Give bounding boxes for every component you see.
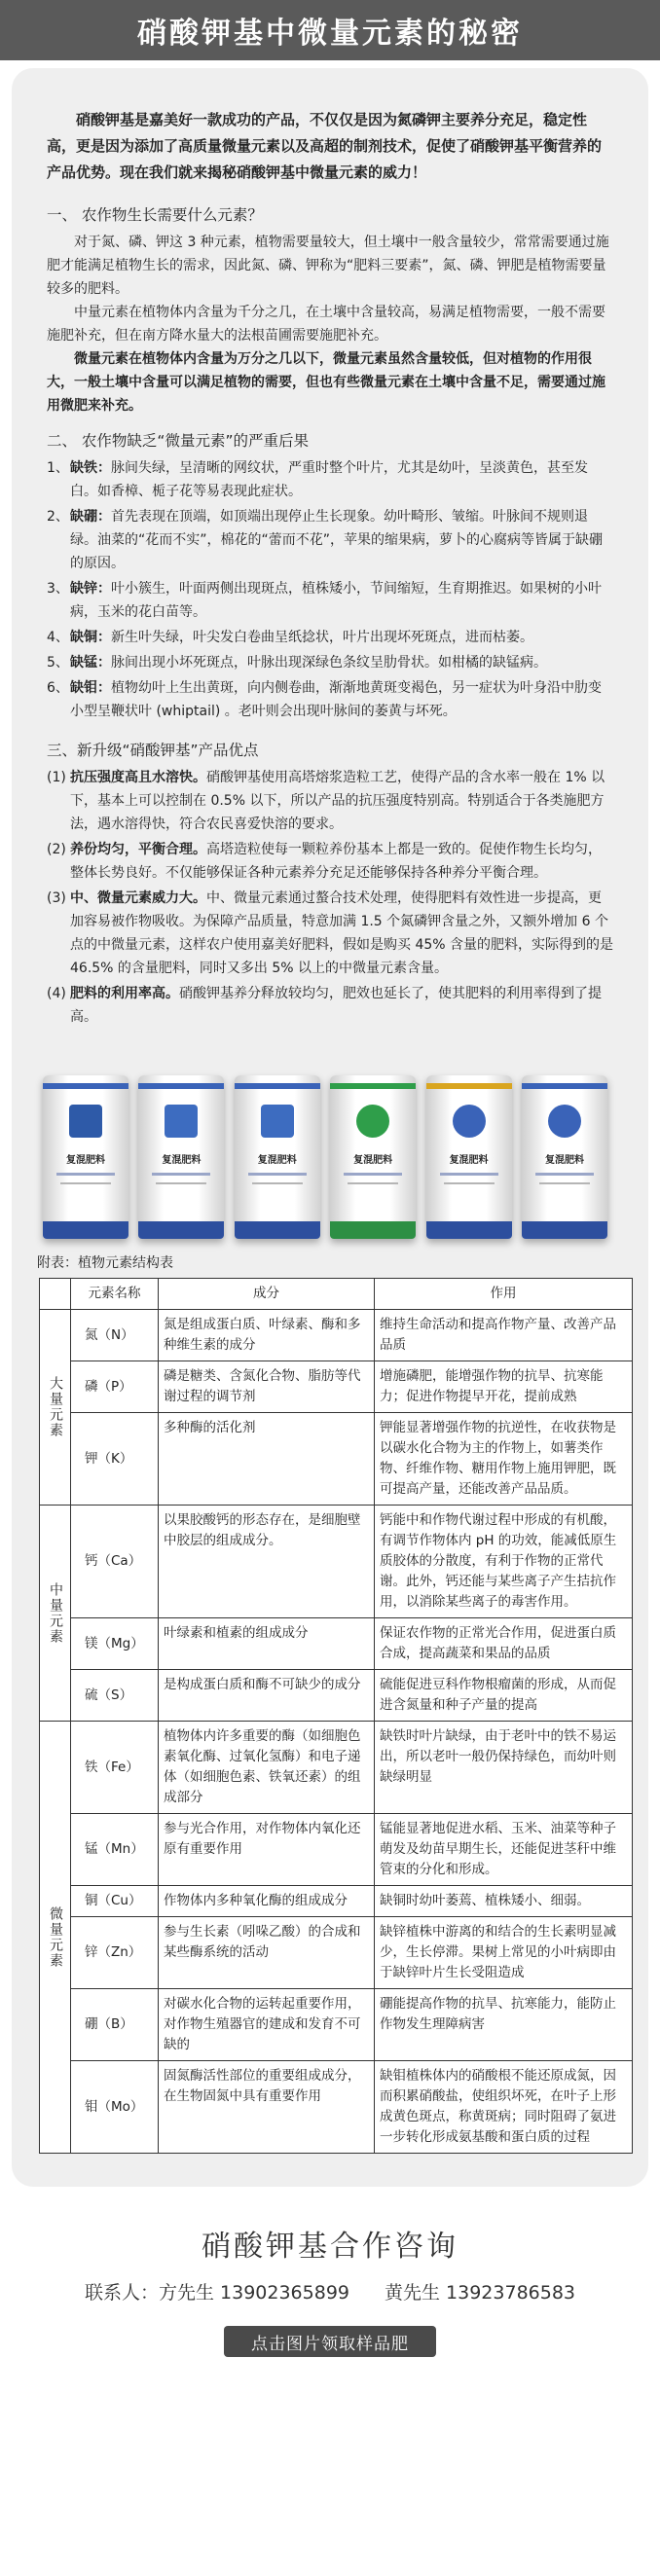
item-body xyxy=(70,982,613,1029)
section-heading: 二、 农作物缺乏“微量元素”的严重后果 xyxy=(47,432,309,450)
table-row xyxy=(40,1413,633,1506)
element-group-major: 大量元素 xyxy=(40,1310,71,1506)
bag-stripe xyxy=(138,1083,224,1089)
table-header-row xyxy=(40,1279,633,1310)
bag-text-line xyxy=(444,1182,495,1184)
item-text: 高塔造粒使每一颗粒养份基本上都是一致的。促使作物生长均匀，整体长势良好。不仅能够保证各种元素养分充足还能够保持各种养分平衡合理。 xyxy=(70,842,602,881)
item-body xyxy=(70,505,613,575)
content-panel xyxy=(12,68,648,2187)
item-number: (3) xyxy=(47,890,66,906)
item-lead: 肥料的利用率高。 xyxy=(70,986,179,1001)
product-bag-image[interactable] xyxy=(522,1075,607,1239)
bag-footer-band xyxy=(426,1221,512,1239)
header-group xyxy=(40,1279,71,1310)
bag-text-line xyxy=(535,1173,594,1176)
bag-footer-band xyxy=(43,1221,128,1239)
paragraph-medium-elements: 中量元素在植物体内含量为千分之几，在土壤中含量较高，易满足植物需要，一般不需要施肥补充，但在南方降水量大的法根苗圃需要施肥补充。 xyxy=(47,305,605,344)
item-number: 4、 xyxy=(47,630,69,645)
advantage-list xyxy=(47,766,613,1029)
header-function: 作用 xyxy=(375,1279,633,1310)
element-composition: 多种酶的活化剂 xyxy=(159,1413,375,1506)
intro-paragraph: 硝酸钾基是嘉美好一款成功的产品，不仅仅是因为氮磷钾主要养分充足，稳定性高，更是因为添加了高质量微量元素以及高超的制剂技术，促使了硝酸钾基平衡营养的产品优势。现在我们就来揭秘硝酸钾基中微量元素的威力！ xyxy=(47,111,603,181)
page-title: 硝酸钾基中微量元素的秘密 xyxy=(137,17,523,51)
element-name: 磷（P） xyxy=(71,1361,159,1413)
item-lead: 缺锌： xyxy=(70,581,111,597)
advantage-item xyxy=(47,887,613,980)
contact-1: 联系人：方先生 13902365899 xyxy=(84,2282,349,2304)
item-number: 6、 xyxy=(47,680,69,696)
element-composition: 氮是组成蛋白质、叶绿素、酶和多种维生素的成分 xyxy=(159,1310,375,1361)
section-heading: 一、 农作物生长需要什么元素？ xyxy=(47,206,263,224)
element-function: 保证农作物的正常光合作用，促进蛋白质合成，提高蔬菜和果品的品质 xyxy=(375,1618,633,1670)
element-name: 锌（Zn） xyxy=(71,1917,159,1989)
element-composition: 磷是糖类、含氮化合物、脂肪等代谢过程的调节剂 xyxy=(159,1361,375,1413)
element-composition: 参与生长素（吲哚乙酸）的合成和某些酶系统的活动 xyxy=(159,1917,375,1989)
section-element-needs xyxy=(47,203,613,417)
bag-text-line xyxy=(156,1182,206,1184)
element-function: 增施磷肥，能增强作物的抗旱、抗寒能力；促进作物提早开花，提前成熟 xyxy=(375,1361,633,1413)
item-lead: 抗压强度高且水溶快。 xyxy=(70,770,206,785)
element-table xyxy=(39,1278,633,2154)
item-lead: 缺硼： xyxy=(70,509,111,525)
bag-product-name: 复混肥料 xyxy=(544,1155,584,1166)
bag-footer-band xyxy=(235,1221,320,1239)
product-image-row[interactable] xyxy=(37,1054,613,1239)
item-lead: 缺锰： xyxy=(70,655,111,671)
brand-logo-icon xyxy=(69,1105,102,1138)
item-lead: 缺铁： xyxy=(70,460,111,476)
item-lead: 缺钼： xyxy=(70,680,111,696)
item-number: 1、 xyxy=(47,460,69,476)
bag-text-line xyxy=(252,1182,303,1184)
item-text: 中、微量元素通过螯合技术处理，使得肥料有效性进一步提高，更加容易被作物吸收。为保障产品质量，特意加满 1.5 个氮磷钾含量之外，又额外增加 6 个点的中微量元素，这样农户使用嘉美好肥料，假如是购买 45% 含量的肥料，实际得到的是 46.5% 的含量肥料，同时又多出 5% 以上的中微量元素含量。 xyxy=(70,890,614,976)
element-function: 缺铜时幼叶萎蔫、植株矮小、细弱。 xyxy=(375,1886,633,1917)
paragraph-micro-elements: 微量元素在植物体内含量为万分之几以下，微量元素虽然含量较低，但对植物的作用很大，一般土壤中含量可以满足植物的需要，但也有些微量元素在土壤中含量不足，需要通过施用微肥来补充。 xyxy=(47,351,605,414)
item-lead: 缺铜： xyxy=(70,630,111,645)
bag-footer-band xyxy=(522,1221,607,1239)
element-function: 锰能显著地促进水稻、玉米、油菜等种子萌发及幼苗早期生长，还能促进茎秆中维管束的分化和形成。 xyxy=(375,1814,633,1886)
bag-text-line xyxy=(56,1173,115,1176)
bag-footer-band xyxy=(330,1221,416,1239)
bag-stripe xyxy=(426,1083,512,1089)
sample-request-button[interactable]: 点击图片领取样品肥 xyxy=(224,2326,436,2357)
bag-text-line xyxy=(344,1173,402,1176)
product-bag-image[interactable] xyxy=(43,1075,128,1239)
element-function: 硫能促进豆科作物根瘤菌的形成，从而促进含氮量和种子产量的提高 xyxy=(375,1670,633,1722)
bag-product-name: 复混肥料 xyxy=(257,1155,297,1166)
table-row xyxy=(40,1722,633,1814)
item-text: 植物幼叶上生出黄斑，向内侧卷曲，渐渐地黄斑变褐色，另一症状为叶身沿中肋变小型呈鞭状叶 (whiptail) 。老叶则会出现叶脉间的萎黄与坏死。 xyxy=(70,680,602,719)
element-function: 缺钼植株体内的硝酸根不能还原成氮，因而积累硝酸盐，使组织坏死，在叶子上形成黄色斑点，称黄斑病；同时阻碍了氨进一步转化形成氨基酸和蛋白质的过程 xyxy=(375,2061,633,2154)
bag-text-line xyxy=(539,1182,590,1184)
footer-title: 硝酸钾基合作咨询 xyxy=(202,2230,458,2264)
deficiency-item xyxy=(47,456,613,503)
element-name: 氮（N） xyxy=(71,1310,159,1361)
deficiency-item xyxy=(47,505,613,575)
table-row xyxy=(40,1670,633,1722)
item-number: (1) xyxy=(47,770,66,785)
brand-logo-icon xyxy=(356,1105,389,1138)
item-lead: 中、微量元素威力大。 xyxy=(70,890,206,906)
element-function: 维持生命活动和提高作物产量、改善产品品质 xyxy=(375,1310,633,1361)
element-name: 镁（Mg） xyxy=(71,1618,159,1670)
item-text: 叶小簇生，叶面两侧出现斑点，植株矮小，节间缩短，生育期推迟。如果树的小叶病，玉米的花白苗等。 xyxy=(70,581,602,620)
bag-product-name: 复混肥料 xyxy=(449,1155,489,1166)
header-composition: 成分 xyxy=(159,1279,375,1310)
advantage-item xyxy=(47,982,613,1029)
table-row xyxy=(40,1917,633,1989)
section-heading: 三、新升级“硝酸钾基”产品优点 xyxy=(47,742,259,759)
bag-text-line xyxy=(248,1173,307,1176)
bag-text-line xyxy=(348,1182,398,1184)
item-number: 3、 xyxy=(47,581,69,597)
bag-stripe xyxy=(522,1083,607,1089)
item-text: 硝酸钾基使用高塔熔浆造粒工艺，使得产品的含水率一般在 1% 以下，基本上可以控制在 0.5% 以下，所以产品的抗压强度特别高。特别适合于各类施肥方法，遇水溶得快，符合农民喜爱快溶的要求。 xyxy=(70,770,605,832)
item-number: (4) xyxy=(47,986,66,1001)
element-composition: 作物体内多种氧化酶的组成成分 xyxy=(159,1886,375,1917)
contact-2: 黄先生 13923786583 xyxy=(385,2282,576,2304)
element-group-micro: 微量元素 xyxy=(40,1722,71,2154)
item-text: 脉间失绿，呈清晰的网纹状，严重时整个叶片，尤其是幼叶，呈淡黄色，甚至发白。如香樟、栀子花等易表现此症状。 xyxy=(70,460,588,499)
item-text: 首先表现在顶端，如顶端出现停止生长现象。幼叶畸形、皱缩。叶脉间不规则退绿。油菜的“花而不实”，棉花的“蕾而不花”，苹果的缩果病，萝卜的心腐病等皆属于缺硼的原因。 xyxy=(70,509,604,571)
bag-product-name: 复混肥料 xyxy=(353,1155,393,1166)
bag-stripe xyxy=(330,1083,416,1089)
table-row xyxy=(40,1814,633,1886)
advantage-item xyxy=(47,766,613,836)
item-body xyxy=(70,456,613,503)
element-name: 铁（Fe） xyxy=(71,1722,159,1814)
table-row xyxy=(40,1618,633,1670)
bag-stripe xyxy=(235,1083,320,1089)
deficiency-list xyxy=(47,456,613,723)
header-element: 元素名称 xyxy=(71,1279,159,1310)
element-name: 硫（S） xyxy=(71,1670,159,1722)
section-advantages xyxy=(47,739,613,1029)
bag-product-name: 复混肥料 xyxy=(162,1155,202,1166)
item-number: (2) xyxy=(47,842,66,857)
element-composition: 固氮酶活性部位的重要组成成分，在生物固氮中具有重要作用 xyxy=(159,2061,375,2154)
bag-text-line xyxy=(440,1173,498,1176)
element-function: 硼能提高作物的抗旱、抗寒能力，能防止作物发生理障病害 xyxy=(375,1989,633,2061)
table-row xyxy=(40,1506,633,1618)
deficiency-item xyxy=(47,676,613,723)
table-row xyxy=(40,1886,633,1917)
advantage-item xyxy=(47,838,613,885)
element-name: 铜（Cu） xyxy=(71,1886,159,1917)
item-text: 脉间出现小坏死斑点，叶脉出现深绿色条纹呈肋骨状。如柑橘的缺锰病。 xyxy=(111,655,547,671)
item-lead: 养份均匀，平衡合理。 xyxy=(70,842,206,857)
bag-text-line xyxy=(60,1182,111,1184)
element-composition: 植物体内许多重要的酶（如细胞色素氧化酶、过氧化氢酶）和电子递体（如细胞色素、铁氧还素）的组成部分 xyxy=(159,1722,375,1814)
bag-stripe xyxy=(43,1083,128,1089)
element-name: 锰（Mn） xyxy=(71,1814,159,1886)
brand-logo-icon xyxy=(261,1105,294,1138)
element-function: 缺锌植株中游离的和结合的生长素明显减少，生长停滞。果树上常见的小叶病即由于缺锌叶片生长受阻造成 xyxy=(375,1917,633,1989)
bag-text-line xyxy=(152,1173,210,1176)
contact-info xyxy=(0,2278,660,2304)
header-bar xyxy=(0,0,660,60)
item-body xyxy=(70,626,613,649)
element-function: 钙能中和作物代谢过程中形成的有机酸，有调节作物体内 pH 的功效，能减低原生质胶体的分散度，有利于作物的正常代谢。此外，钙还能与某些离子产生拮抗作用，以消除某些离子的毒害作用。 xyxy=(375,1506,633,1618)
paragraph-npk: 对于氮、磷、钾这 3 种元素，植物需要量较大，但土壤中一般含量较少，常常需要通过施肥才能满足植物生长的需求，因此氮、磷、钾称为“肥料三要素”，氮、磷、钾肥是植物需要量较多的肥料。 xyxy=(47,235,609,297)
item-body xyxy=(70,676,613,723)
element-composition: 是构成蛋白质和酶不可缺少的成分 xyxy=(159,1670,375,1722)
section-deficiency xyxy=(47,429,613,723)
item-text: 硝酸钾基养分释放较均匀，肥效也延长了，使其肥料的利用率得到了提高。 xyxy=(70,986,602,1025)
brand-logo-icon xyxy=(453,1105,486,1138)
element-name: 钙（Ca） xyxy=(71,1506,159,1618)
element-name: 硼（B） xyxy=(71,1989,159,2061)
item-body xyxy=(70,766,613,836)
item-body xyxy=(70,838,613,885)
item-body xyxy=(70,887,613,980)
element-name: 钼（Mo） xyxy=(71,2061,159,2154)
table-title: 附表：植物元素结构表 xyxy=(37,1255,173,1271)
element-function: 缺铁时叶片缺绿，由于老叶中的铁不易运出，所以老叶一般仍保持绿色，而幼叶则缺绿明显 xyxy=(375,1722,633,1814)
element-composition: 参与光合作用，对作物体内氧化还原有重要作用 xyxy=(159,1814,375,1886)
deficiency-item xyxy=(47,626,613,649)
bag-footer-band xyxy=(138,1221,224,1239)
brand-logo-icon xyxy=(165,1105,198,1138)
product-bag-image[interactable] xyxy=(426,1075,512,1239)
element-group-medium: 中量元素 xyxy=(40,1506,71,1722)
element-name: 钾（K） xyxy=(71,1413,159,1506)
item-body xyxy=(70,651,613,674)
element-function: 钾能显著增强作物的抗逆性，在收获物是以碳水化合物为主的作物上，如薯类作物、纤维作物、糖用作物上施用钾肥，既可提高产量，还能改善产品品质。 xyxy=(375,1413,633,1506)
product-bag-image[interactable] xyxy=(330,1075,416,1239)
bag-product-name: 复混肥料 xyxy=(66,1155,105,1166)
product-bag-image[interactable] xyxy=(235,1075,320,1239)
table-row xyxy=(40,1310,633,1361)
deficiency-item xyxy=(47,651,613,674)
table-row xyxy=(40,2061,633,2154)
deficiency-item xyxy=(47,577,613,624)
product-bag-image[interactable] xyxy=(138,1075,224,1239)
footer xyxy=(0,2187,660,2357)
brand-logo-icon xyxy=(548,1105,581,1138)
item-number: 2、 xyxy=(47,509,69,525)
element-composition: 以果胶酸钙的形态存在，是细胞壁中胶层的组成成分。 xyxy=(159,1506,375,1618)
table-row xyxy=(40,1361,633,1413)
item-body xyxy=(70,577,613,624)
element-composition: 对碳水化合物的运转起重要作用，对作物生殖器官的建成和发育不可缺的 xyxy=(159,1989,375,2061)
item-number: 5、 xyxy=(47,655,69,671)
table-row xyxy=(40,1989,633,2061)
element-composition: 叶绿素和植素的组成成分 xyxy=(159,1618,375,1670)
item-text: 新生叶失绿，叶尖发白卷曲呈纸捻状，叶片出现坏死斑点，进而枯萎。 xyxy=(111,630,533,645)
